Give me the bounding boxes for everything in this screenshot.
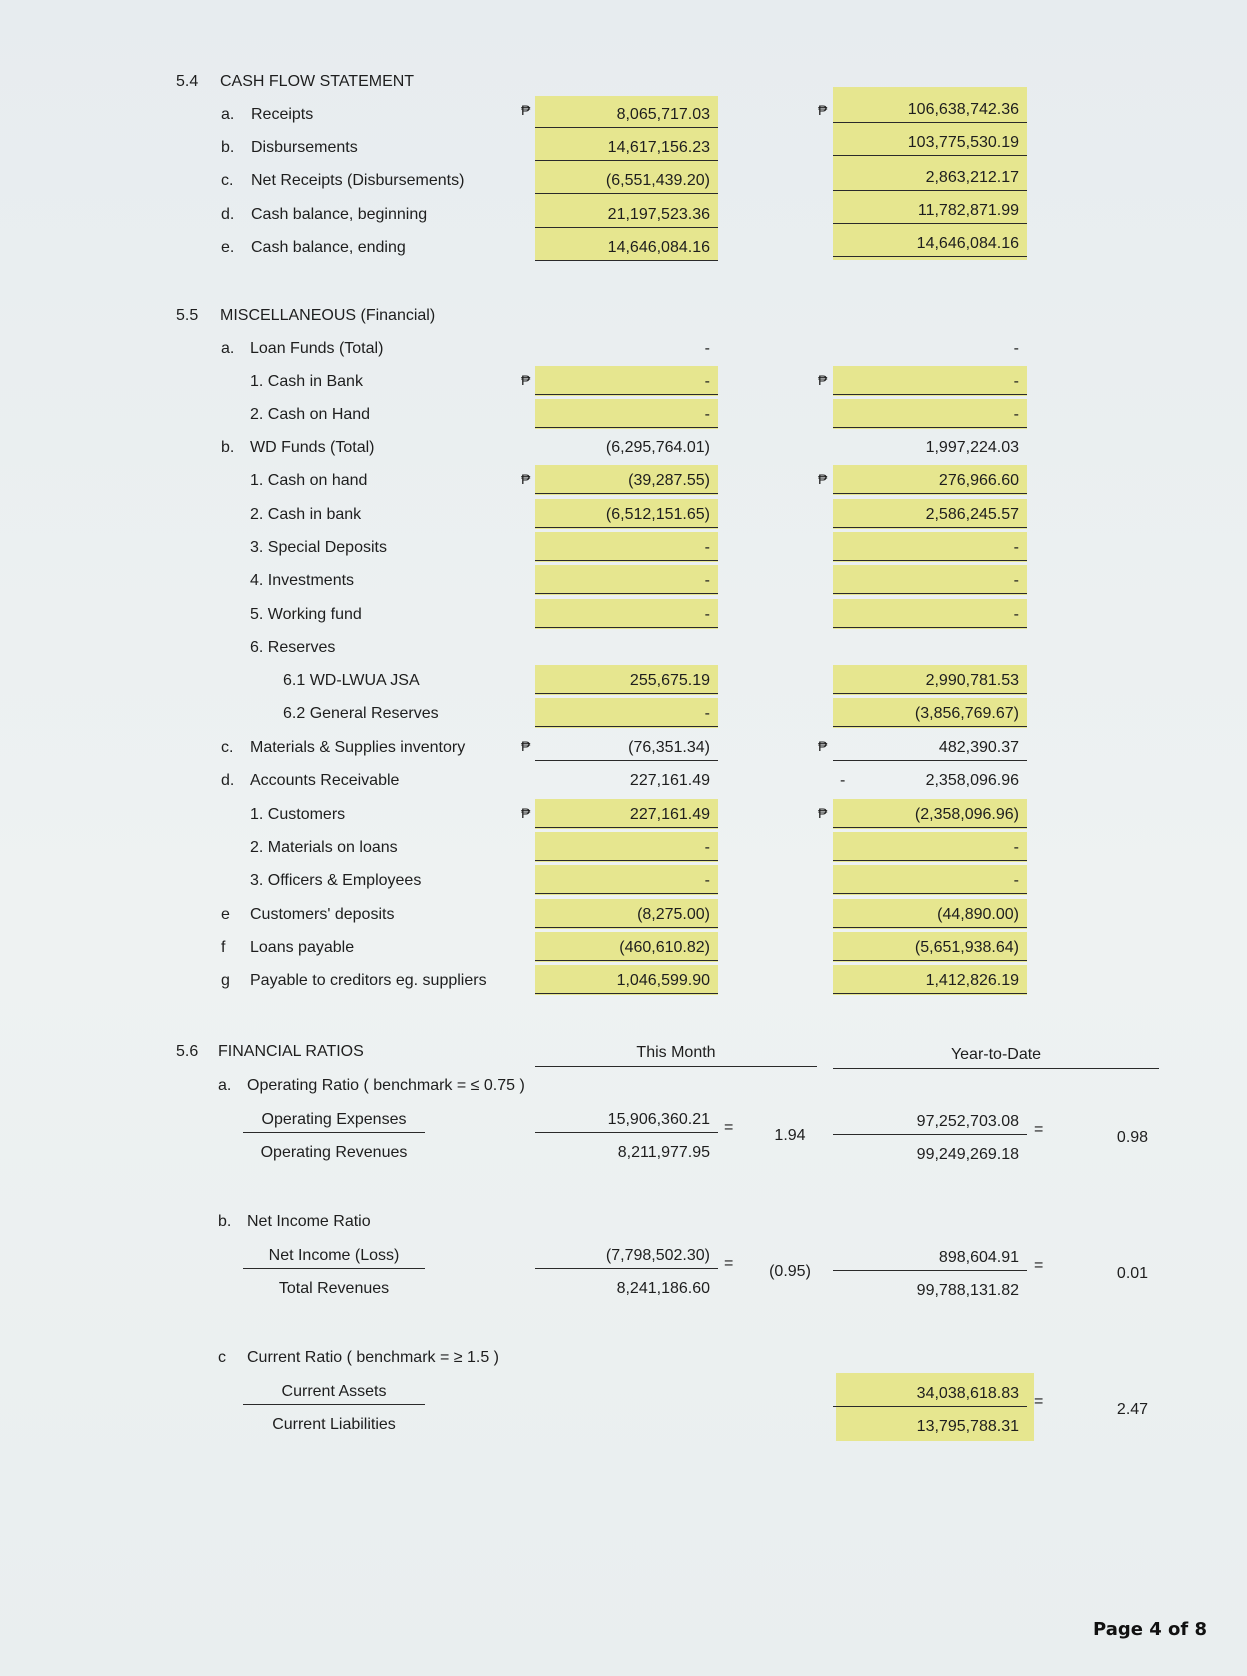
ytd-underline [833,527,1027,528]
ytd-underline [833,960,1027,961]
month-underline [535,394,718,395]
numerator-label: Current Assets [281,1383,387,1400]
row-letter: d. [221,772,235,789]
month-value: (39,287.55) [628,472,710,489]
month-value: (6,295,764.01) [605,439,710,456]
ytd-value: 103,775,530.19 [907,134,1019,151]
month-value: 14,617,156.23 [607,139,710,156]
ytd-fraction-bar [833,1270,1027,1271]
ytd-underline [833,993,1027,994]
ytd-value: 1,997,224.03 [925,439,1019,456]
ytd-value: - [1013,872,1019,889]
ytd-value: - [1013,606,1019,623]
ytd-value: (5,651,938.64) [914,939,1019,956]
ytd-value: (2,358,096.96) [914,806,1019,823]
row-label: Loan Funds (Total) [250,340,384,357]
row-letter: c. [221,739,234,756]
month-underline [535,593,718,594]
month-underline [535,160,718,161]
row-label: 6. Reserves [250,639,336,656]
ytd-value: 11,782,871.99 [917,202,1019,219]
ytd-value: 14,646,084.16 [916,235,1019,252]
month-underline [535,493,718,494]
row-label: 5. Working fund [250,606,362,623]
month-value: (6,512,151.65) [605,506,710,523]
month-value: (76,351.34) [628,739,710,756]
ytd-underline [833,593,1027,594]
ytd-underline [833,860,1027,861]
ytd-underline [833,155,1027,156]
numerator-label: Net Income (Loss) [268,1247,400,1264]
month-fraction-bar [535,1132,718,1133]
ytd-underline [833,760,1027,761]
row-letter: d. [221,206,235,223]
row-letter: g [221,972,230,989]
month-underline [535,927,718,928]
peso-sign: ₱ [818,738,828,754]
ratio-label: Operating Ratio ( benchmark = ≤ 0.75 ) [247,1077,525,1094]
month-value: 21,197,523.36 [607,206,710,223]
month-underline [535,960,718,961]
ytd-value: - [1013,406,1019,423]
row-label: Cash balance, ending [251,239,406,256]
column-header-ytd: Year-to-Date [950,1046,1042,1063]
row-label: Accounts Receivable [250,772,400,789]
page-number: Page 4 of 8 [1093,1619,1207,1640]
row-label: 1. Cash on hand [250,472,368,489]
ytd-underline [833,827,1027,828]
row-label: 2. Materials on loans [250,839,398,856]
month-value: - [704,406,710,423]
month-value: 255,675.19 [629,672,710,689]
ytd-value: 2,863,212.17 [925,169,1019,186]
ytd-value: - [1013,572,1019,589]
peso-sign: ₱ [521,805,531,821]
row-label: 6.1 WD-LWUA JSA [283,672,420,689]
month-value: - [704,839,710,856]
month-value: - [704,606,710,623]
month-fraction-bar [535,1268,718,1269]
ytd-value: 2,990,781.53 [925,672,1019,689]
ytd-value: 2,586,245.57 [925,506,1019,523]
month-value: 227,161.49 [629,806,710,823]
row-label: 3. Officers & Employees [250,872,422,889]
month-value: (8,275.00) [637,906,710,923]
ytd-underline [833,256,1027,257]
peso-sign: ₱ [521,471,531,487]
month-numerator: (7,798,502.30) [605,1247,710,1264]
header-underline [535,1066,817,1067]
row-label: 1. Cash in Bank [250,373,363,390]
month-value: (6,551,439.20) [605,172,710,189]
numerator-label: Operating Expenses [261,1111,407,1128]
month-value: 227,161.49 [629,772,710,789]
row-letter: a. [221,106,235,123]
ratio-letter: b. [218,1213,232,1230]
ytd-denominator: 13,795,788.31 [916,1418,1019,1435]
ytd-value: 106,638,742.36 [907,101,1019,118]
numerator-label-underline [243,1132,425,1133]
month-underline [535,427,718,428]
section-title: CASH FLOW STATEMENT [220,73,415,90]
denominator-label: Operating Revenues [260,1144,408,1161]
ytd-value: - [1013,539,1019,556]
row-label: 4. Investments [250,572,355,589]
ytd-underline [833,394,1027,395]
ytd-ratio: 0.01 [1116,1265,1149,1282]
peso-sign: ₱ [521,102,531,118]
ytd-underline [833,560,1027,561]
section-title: FINANCIAL RATIOS [218,1043,364,1060]
section-number: 5.5 [176,307,199,324]
numerator-label-underline [243,1268,425,1269]
month-numerator: 15,906,360.21 [607,1111,710,1128]
row-label: Payable to creditors eg. suppliers [250,972,487,989]
ytd-underline [833,726,1027,727]
row-letter: f [221,939,226,956]
row-label: 6.2 General Reserves [283,705,439,722]
section-title: MISCELLANEOUS (Financial) [220,307,436,324]
section-number: 5.6 [176,1043,199,1060]
ytd-value: - [1013,373,1019,390]
equals-sign: = [724,1119,734,1136]
ytd-underline [833,122,1027,123]
row-label: Disbursements [251,139,358,156]
row-label: 3. Special Deposits [250,539,387,556]
ytd-value: 482,390.37 [938,739,1019,756]
month-value: 8,065,717.03 [616,106,710,123]
ratio-letter: a. [218,1077,232,1094]
ytd-fraction-bar [833,1134,1027,1135]
row-label: Materials & Supplies inventory [250,739,466,756]
month-underline [535,627,718,628]
header-underline [833,1068,1159,1069]
peso-sign: ₱ [818,805,828,821]
row-letter: b. [221,139,235,156]
ytd-numerator: 97,252,703.08 [916,1113,1019,1130]
ytd-underline [833,927,1027,928]
month-value: 1,046,599.90 [616,972,710,989]
month-underline [535,860,718,861]
ytd-underline [833,493,1027,494]
ytd-fraction-bar [833,1406,1027,1407]
peso-sign: ₱ [818,102,828,118]
row-label: 2. Cash in bank [250,506,362,523]
ytd-ratio: 2.47 [1116,1401,1149,1418]
month-underline [535,827,718,828]
month-underline [535,260,718,261]
ytd-ratio: 0.98 [1116,1129,1149,1146]
month-value: (460,610.82) [619,939,710,956]
month-underline [535,127,718,128]
ytd-value: 2,358,096.96 [925,772,1019,789]
month-underline [535,193,718,194]
month-value: - [704,373,710,390]
equals-sign: = [724,1255,734,1272]
ytd-numerator: 898,604.91 [938,1249,1019,1266]
ytd-denominator: 99,788,131.82 [916,1282,1019,1299]
peso-sign: ₱ [521,372,531,388]
month-value: - [704,572,710,589]
dash-marker: - [840,772,846,789]
ytd-numerator: 34,038,618.83 [916,1385,1019,1402]
month-ratio: 1.94 [774,1127,806,1144]
row-letter: e. [221,239,235,256]
column-header-this-month: This Month [636,1044,716,1061]
ytd-underline [833,893,1027,894]
row-label: Customers' deposits [250,906,395,923]
month-underline [535,693,718,694]
month-underline [535,893,718,894]
ytd-underline [833,190,1027,191]
month-ratio: (0.95) [769,1263,811,1280]
row-label: 1. Customers [250,806,346,823]
section-number: 5.4 [176,73,199,90]
row-letter: a. [221,340,235,357]
ytd-value: (3,856,769.67) [914,705,1019,722]
month-underline [535,993,718,994]
month-value: 14,646,084.16 [607,239,710,256]
denominator-label: Total Revenues [278,1280,390,1297]
row-label: Loans payable [250,939,355,956]
peso-sign: ₱ [521,738,531,754]
month-denominator: 8,241,186.60 [616,1280,710,1297]
denominator-label: Current Liabilities [272,1416,396,1433]
peso-sign: ₱ [818,372,828,388]
row-label: Receipts [251,106,314,123]
ratio-letter: c [218,1349,226,1366]
equals-sign: = [1034,1393,1044,1410]
equals-sign: = [1034,1257,1044,1274]
ratio-label: Net Income Ratio [247,1213,371,1230]
month-value: - [704,705,710,722]
month-denominator: 8,211,977.95 [617,1144,710,1161]
numerator-label-underline [243,1404,425,1405]
row-letter: b. [221,439,235,456]
ytd-value: 1,412,826.19 [925,972,1019,989]
month-value: - [704,539,710,556]
month-underline [535,560,718,561]
ytd-value: 276,966.60 [938,472,1019,489]
row-label: 2. Cash on Hand [250,406,371,423]
ytd-underline [833,223,1027,224]
month-underline [535,760,718,761]
row-letter: c. [221,172,234,189]
month-underline [535,726,718,727]
row-label: Cash balance, beginning [251,206,428,223]
ytd-value: - [1013,340,1019,357]
ytd-value: - [1013,839,1019,856]
row-label: Net Receipts (Disbursements) [251,172,465,189]
month-underline [535,227,718,228]
ytd-underline [833,627,1027,628]
row-letter: e [221,906,230,923]
row-label: WD Funds (Total) [250,439,375,456]
peso-sign: ₱ [818,471,828,487]
month-value: - [704,340,710,357]
month-underline [535,527,718,528]
ytd-value: (44,890.00) [937,906,1019,923]
month-value: - [704,872,710,889]
ratio-label: Current Ratio ( benchmark = ≥ 1.5 ) [247,1349,499,1366]
equals-sign: = [1034,1121,1044,1138]
ytd-underline [833,693,1027,694]
ytd-denominator: 99,249,269.18 [916,1146,1019,1163]
ytd-underline [833,427,1027,428]
